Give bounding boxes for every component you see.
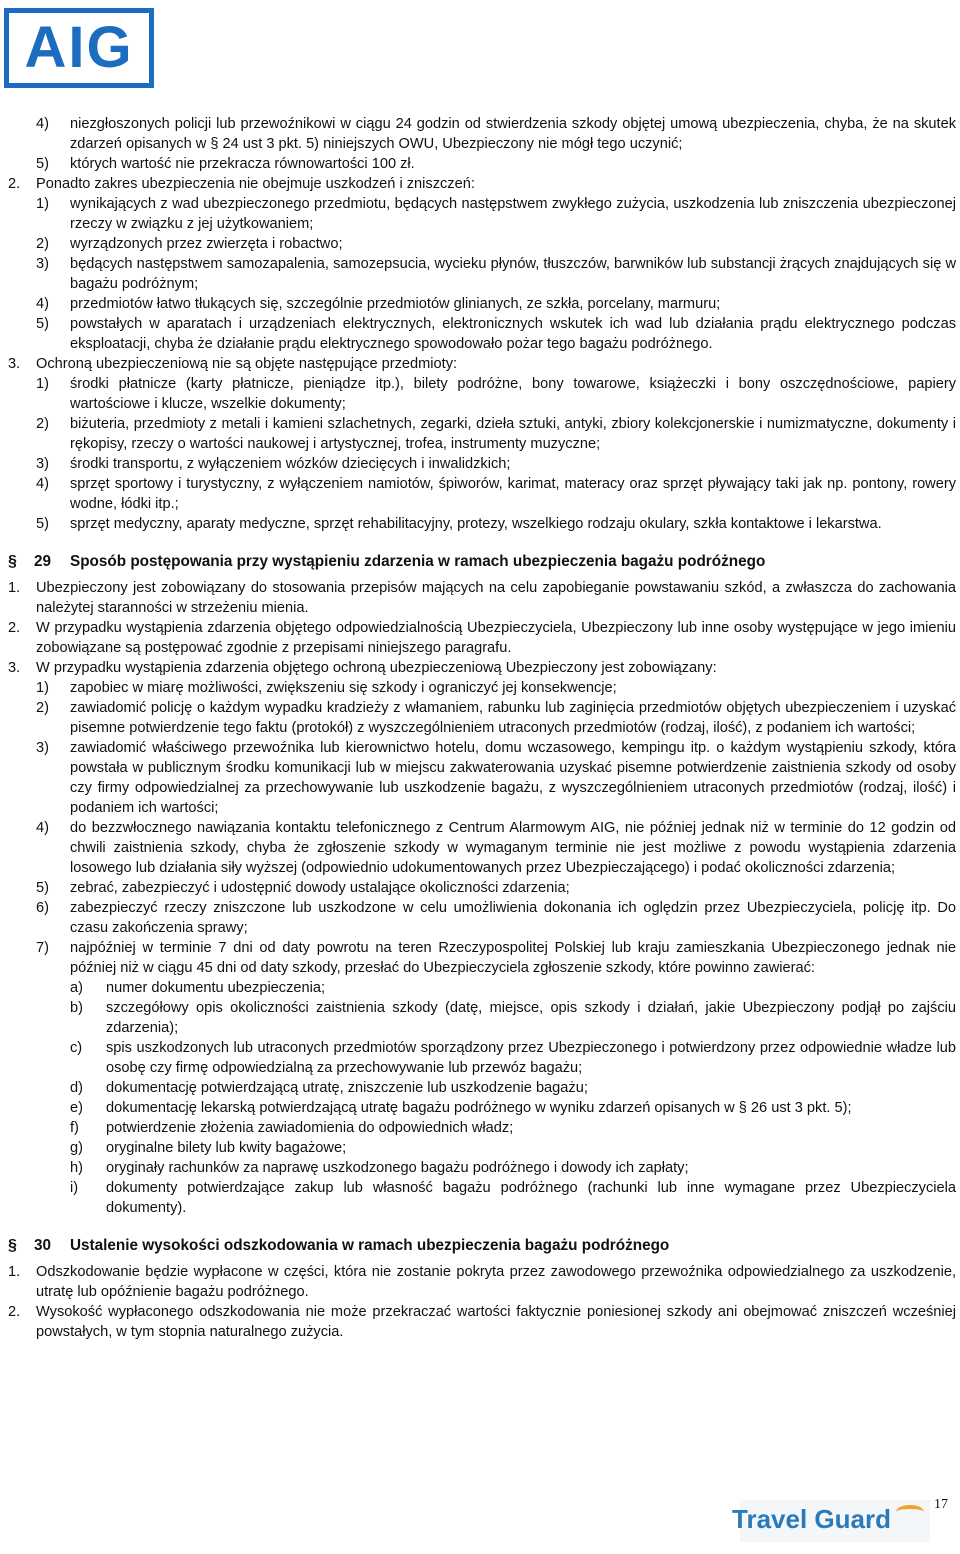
- item-text: do bezzwłocznego nawiązania kontaktu telefonicznego z Centrum Alarmowym AIG, nie później jednak niż w terminie do 12 godzin od chwili zaistnienia szkody, chyba że zgłoszenie szkody w wymaganym terminie nie jest możliwe z powodu wystąpienia zdarzenia losowego lub działania siły wyższej (odpowiednio udokumentowanych przez Ubezpieczającego) i podać okoliczności zdarzenia;: [70, 820, 956, 876]
- sub-list-item: [8, 1138, 956, 1158]
- paragraph: [8, 658, 956, 678]
- paragraph-text: W przypadku wystąpienia zdarzenia objętego ochroną ubezpieczeniową Ubezpieczony jest zobowiązany:: [36, 660, 717, 676]
- item-number: 5): [36, 316, 49, 332]
- paragraph-text: Ochroną ubezpieczeniową nie są objęte następujące przedmioty:: [36, 356, 458, 372]
- sub-list-item: [8, 1078, 956, 1098]
- item-text: szczegółowy opis okoliczności zaistnienia szkody (datę, miejsce, opis szkody i działań, jakie Ubezpieczony podjął po zajściu zdarzenia);: [106, 1000, 956, 1036]
- item-number: 6): [36, 900, 49, 916]
- item-text: środki płatnicze (karty płatnicze, pieniądze itp.), bilety podróżne, bony towarowe, książeczki i bony oszczędnościowe, papiery wartościowe i klucze, wszelkie dokumenty;: [70, 376, 956, 412]
- item-text: których wartość nie przekracza równowartości 100 zł.: [70, 156, 415, 172]
- paragraph: [8, 578, 956, 618]
- item-text: wyrządzonych przez zwierzęta i robactwo;: [70, 236, 343, 252]
- paragraph-number: 1.: [8, 1264, 21, 1280]
- list-item: [8, 374, 956, 414]
- sub-list-item: [8, 1178, 956, 1218]
- item-number: 2): [36, 700, 49, 716]
- section-symbol: §: [8, 553, 17, 570]
- sub-list-item: [8, 1098, 956, 1118]
- item-letter: d): [70, 1080, 83, 1096]
- list-item: [8, 898, 956, 938]
- item-letter: a): [70, 980, 83, 996]
- paragraph: [8, 354, 956, 374]
- list-item: [8, 254, 956, 294]
- item-number: 5): [36, 156, 49, 172]
- item-number: 1): [36, 680, 49, 696]
- list-item: [8, 154, 956, 174]
- item-letter: c): [70, 1040, 83, 1056]
- item-text: dokumenty potwierdzające zakup lub własność bagażu podróżnego (rachunki lub inne wymagane przez Ubezpieczyciela dokumenty).: [106, 1180, 956, 1216]
- list-item: [8, 698, 956, 738]
- item-letter: f): [70, 1120, 79, 1136]
- list-item: [8, 314, 956, 354]
- page-number: 17: [934, 1497, 948, 1512]
- item-text: spis uszkodzonych lub utraconych przedmiotów sporządzony przez Ubezpieczonego i potwierdzony przez odpowiednie władze lub osobę czy firmę odpowiedzialną za przechowywanie lub przewóz bagażu;: [106, 1040, 956, 1076]
- paragraph-text: Odszkodowanie będzie wypłacone w części, która nie zostanie pokryta przez zawodowego przewoźnika odpowiedzialnego za uszkodzenie, utratę lub opóźnienie bagażu podróżnego.: [36, 1264, 956, 1300]
- item-text: powstałych w aparatach i urządzeniach elektrycznych, elektronicznych wskutek ich wad lub działania prądu elektrycznego podczas eksploatacji, chyba że działanie prądu elektrycznego spowodowało pożar tego bagażu podróżnego.: [70, 316, 956, 352]
- list-item: [8, 234, 956, 254]
- item-text: biżuteria, przedmioty z metali i kamieni szlachetnych, zegarki, dzieła sztuki, antyki, zbiory kolekcjonerskie i numizmatyczne, dokumenty i rękopisy, rzeczy o wartości naukowej i artystycznej, trofea, instrumenty muzyczne;: [70, 416, 956, 452]
- sub-list-item: [8, 998, 956, 1038]
- list-item: [8, 878, 956, 898]
- paragraph-number: 3.: [8, 356, 21, 372]
- item-text: oryginalne bilety lub kwity bagażowe;: [106, 1140, 347, 1156]
- sub-list-item: [8, 1158, 956, 1178]
- item-number: 3): [36, 256, 49, 272]
- aig-logo: [4, 8, 154, 88]
- paragraph: [8, 1302, 956, 1342]
- sub-list-item: [8, 1118, 956, 1138]
- brand-text: Travel Guard: [732, 1504, 891, 1534]
- logo-arc-icon: [896, 1505, 924, 1519]
- item-text: środki transportu, z wyłączeniem wózków dziecięcych i inwalidzkich;: [70, 456, 511, 472]
- list-item: [8, 818, 956, 878]
- item-number: 4): [36, 296, 49, 312]
- section-heading: [8, 552, 956, 572]
- section-number: 29: [34, 553, 52, 570]
- item-number: 4): [36, 116, 49, 132]
- item-letter: b): [70, 1000, 83, 1016]
- item-text: oryginały rachunków za naprawę uszkodzonego bagażu podróżnego i dowody ich zapłaty;: [106, 1160, 689, 1176]
- paragraph-text: W przypadku wystąpienia zdarzenia objętego odpowiedzialnością Ubezpieczyciela, Ubezpieczony lub inne osoby występujące w jego imieniu zobowiązane są postępować zgodnie z przepisami niniejszego paragrafu.: [36, 620, 956, 656]
- list-item: [8, 414, 956, 454]
- item-number: 5): [36, 516, 49, 532]
- section-title: Sposób postępowania przy wystąpieniu zdarzenia w ramach ubezpieczenia bagażu podróżnego: [70, 553, 766, 570]
- item-number: 3): [36, 456, 49, 472]
- item-text: zapobiec w miarę możliwości, zwiększeniu się szkody i ograniczyć jej konsekwencje;: [70, 680, 617, 696]
- item-letter: h): [70, 1160, 83, 1176]
- item-number: 4): [36, 820, 49, 836]
- section-title: Ustalenie wysokości odszkodowania w ramach ubezpieczenia bagażu podróżnego: [70, 1237, 670, 1254]
- paragraph-text: Ubezpieczony jest zobowiązany do stosowania przepisów mających na celu zapobieganie powstawaniu szkód, a zwłaszcza do zachowania należytej staranności w strzeżeniu mienia.: [36, 580, 956, 616]
- item-text: dokumentację lekarską potwierdzającą utratę bagażu podróżnego w wyniku zdarzeń opisanych w § 26 ust 3 pkt. 5);: [106, 1100, 852, 1116]
- item-text: zawiadomić właściwego przewoźnika lub kierownictwo hotelu, domu wczasowego, kempingu itp. o każdym wystąpieniu szkody, która powstała w publicznym środku komunikacji lub w miejscu zakwaterowania uzyskać pisemne potwierdzenie zaistnienia szkody od osoby czy firmy odpowiedzialnej za przechowywanie lub uszkodzenie bagażu, z wyszczególnieniem utraconych przedmiotów (rodzaj, ilość) i podaniem ich wartości;: [70, 740, 956, 816]
- paragraph-number: 3.: [8, 660, 21, 676]
- item-text: numer dokumentu ubezpieczenia;: [106, 980, 326, 996]
- item-text: najpóźniej w terminie 7 dni od daty powrotu na teren Rzeczypospolitej Polskiej lub kraju zamieszkania Ubezpieczonego jednak nie później niż w ciągu 45 dni od daty szkody, przesłać do Ubezpieczyciela zgłoszenie szkody, które powinno zawierać:: [70, 940, 956, 976]
- document-body: [8, 114, 956, 1342]
- item-number: 1): [36, 376, 49, 392]
- item-number: 3): [36, 740, 49, 756]
- item-text: sprzęt medyczny, aparaty medyczne, sprzęt rehabilitacyjny, protezy, wszelkiego rodzaju okulary, szkła kontaktowe i lekarstwa.: [70, 516, 882, 532]
- list-item: [8, 474, 956, 514]
- list-item: [8, 514, 956, 534]
- travel-guard-logo: [732, 1500, 930, 1542]
- item-text: będących następstwem samozapalenia, samozepsucia, wycieku płynów, tłuszczów, barwników lub substancji żrących znajdujących się w bagażu podróżnym;: [70, 256, 956, 292]
- item-text: zabezpieczyć rzeczy zniszczone lub uszkodzone w celu umożliwienia dokonania ich oględzin przez Ubezpieczyciela, policję itp. Do czasu zakończenia sprawy;: [70, 900, 956, 936]
- item-number: 2): [36, 416, 49, 432]
- paragraph: [8, 1262, 956, 1302]
- item-text: wynikających z wad ubezpieczonego przedmiotu, będących następstwem zwykłego zużycia, uszkodzenia lub zniszczenia ubezpieczonej rzeczy w związku z jej użytkowaniem;: [70, 196, 956, 232]
- paragraph: [8, 174, 956, 194]
- sub-list-item: [8, 978, 956, 998]
- paragraph-number: 2.: [8, 620, 21, 636]
- paragraph-number: 2.: [8, 1304, 21, 1320]
- section-symbol: §: [8, 1237, 17, 1254]
- section-heading: [8, 1236, 956, 1256]
- list-item: [8, 938, 956, 978]
- paragraph: [8, 618, 956, 658]
- list-item: [8, 678, 956, 698]
- item-text: zawiadomić policję o każdym wypadku kradzieży z włamaniem, rabunku lub zaginięcia przedmiotów objętych ubezpieczeniem i uzyskać pisemne potwierdzenie tego faktu (protokół) z wyszczególnieniem utraconych przedmiotów (rodzaj, ilość), z podaniem ich wartości;: [70, 700, 956, 736]
- paragraph-number: 1.: [8, 580, 21, 596]
- item-letter: i): [70, 1180, 79, 1196]
- section-number: 30: [34, 1237, 52, 1254]
- list-item: [8, 194, 956, 234]
- item-letter: g): [70, 1140, 83, 1156]
- item-text: przedmiotów łatwo tłukących się, szczególnie przedmiotów glinianych, ze szkła, porcelany, marmuru;: [70, 296, 721, 312]
- paragraph-text: Ponadto zakres ubezpieczenia nie obejmuje uszkodzeń i zniszczeń:: [36, 176, 475, 192]
- list-item: [8, 294, 956, 314]
- item-number: 7): [36, 940, 49, 956]
- item-number: 4): [36, 476, 49, 492]
- item-letter: e): [70, 1100, 83, 1116]
- item-number: 5): [36, 880, 49, 896]
- list-item: [8, 738, 956, 818]
- paragraph-text: Wysokość wypłaconego odszkodowania nie może przekraczać wartości faktycznie poniesionej szkody ani obejmować zniszczeń wcześniej powstałych, w tym stopnia naturalnego zużycia.: [36, 1304, 956, 1340]
- sub-list-item: [8, 1038, 956, 1078]
- logo-text: AIG: [24, 15, 134, 80]
- item-text: dokumentację potwierdzającą utratę, zniszczenie lub uszkodzenie bagażu;: [106, 1080, 588, 1096]
- list-item: [8, 114, 956, 154]
- item-text: niezgłoszonych policji lub przewoźnikowi w ciągu 24 godzin od stwierdzenia szkody objętej umową ubezpieczenia, chyba, że na skutek zdarzeń opisanych w § 24 ust 3 pkt. 5) niniejszych OWU, Ubezpieczony nie mógł tego uczynić;: [70, 116, 956, 152]
- list-item: [8, 454, 956, 474]
- item-number: 1): [36, 196, 49, 212]
- item-number: 2): [36, 236, 49, 252]
- item-text: zebrać, zabezpieczyć i udostępnić dowody ustalające okoliczności zdarzenia;: [70, 880, 570, 896]
- item-text: potwierdzenie złożenia zawiadomienia do odpowiednich władz;: [106, 1120, 514, 1136]
- paragraph-number: 2.: [8, 176, 21, 192]
- item-text: sprzęt sportowy i turystyczny, z wyłączeniem namiotów, śpiworów, karimat, materacy oraz sprzęt pływający taki jak np. pontony, rowery wodne, łódki itp.;: [70, 476, 956, 512]
